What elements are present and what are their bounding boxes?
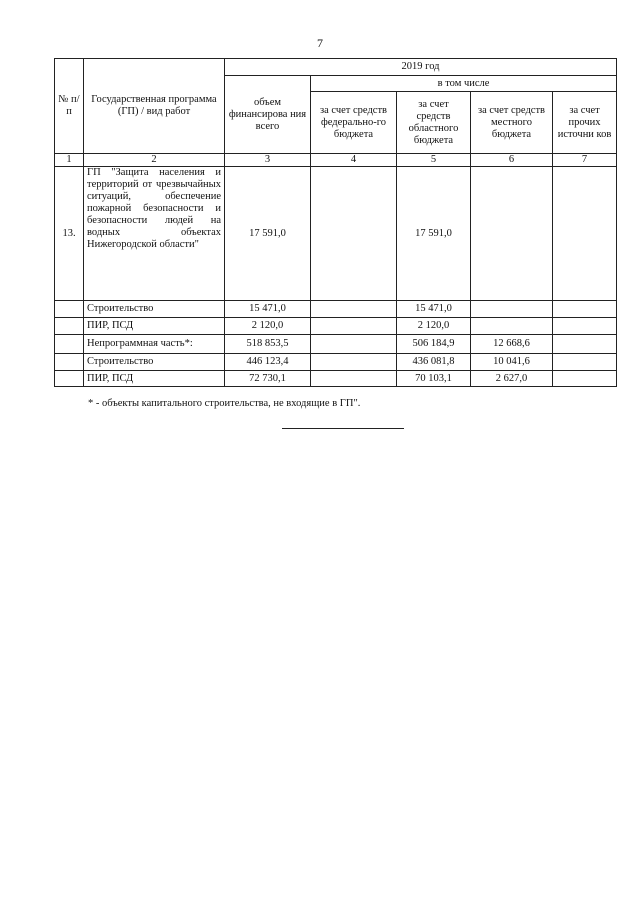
row-regional: 70 103,1 — [397, 371, 471, 387]
header-row-1 — [55, 59, 617, 76]
column-number-row — [55, 154, 617, 167]
financing-table — [54, 58, 617, 387]
table-row — [55, 354, 617, 371]
row-other — [553, 301, 617, 318]
row-regional: 506 184,9 — [397, 335, 471, 354]
row-federal — [311, 301, 397, 318]
row-total: 2 120,0 — [225, 318, 311, 335]
row-federal — [311, 371, 397, 387]
header-regional: за счет средств областного бюджета — [397, 92, 471, 154]
row-total: 17 591,0 — [225, 167, 311, 301]
divider-line — [282, 428, 404, 429]
row-regional: 15 471,0 — [397, 301, 471, 318]
row-total: 446 123,4 — [225, 354, 311, 371]
header-other: за счет прочих источни ков — [553, 92, 617, 154]
row-num — [55, 354, 84, 371]
row-regional: 436 081,8 — [397, 354, 471, 371]
table-row — [55, 371, 617, 387]
row-local: 12 668,6 — [471, 335, 553, 354]
row-local — [471, 167, 553, 301]
header-program: Государственная программа (ГП) / вид работ — [84, 59, 225, 154]
row-name: Строительство — [84, 301, 225, 318]
header-total: объем финансирова ния всего — [225, 76, 311, 154]
row-num — [55, 318, 84, 335]
row-federal — [311, 354, 397, 371]
row-federal — [311, 318, 397, 335]
row-num: 13. — [55, 167, 84, 301]
col-number: 7 — [553, 154, 617, 167]
row-other — [553, 318, 617, 335]
row-num — [55, 371, 84, 387]
table-row — [55, 301, 617, 318]
page-number: 7 — [317, 36, 323, 50]
row-num — [55, 301, 84, 318]
row-name: Непрограммная часть*: — [84, 335, 225, 354]
row-other — [553, 335, 617, 354]
row-name: ГП "Защита населения и территорий от чрезвычайных ситуаций, обеспечение пожарной безопасности и безопасности людей на водных объектах Нижегородской области" — [84, 167, 225, 301]
header-year: 2019 год — [225, 59, 617, 76]
table-row — [55, 167, 617, 301]
row-local: 10 041,6 — [471, 354, 553, 371]
row-other — [553, 354, 617, 371]
table-row — [55, 318, 617, 335]
row-name: ПИР, ПСД — [84, 371, 225, 387]
row-num — [55, 335, 84, 354]
row-total: 15 471,0 — [225, 301, 311, 318]
row-federal — [311, 335, 397, 354]
col-number: 3 — [225, 154, 311, 167]
row-regional: 2 120,0 — [397, 318, 471, 335]
table-row — [55, 335, 617, 354]
row-total: 72 730,1 — [225, 371, 311, 387]
row-local: 2 627,0 — [471, 371, 553, 387]
col-number: 6 — [471, 154, 553, 167]
footnote: * - объекты капитального строительства, не входящие в ГП". — [88, 398, 361, 409]
row-name: Строительство — [84, 354, 225, 371]
row-name: ПИР, ПСД — [84, 318, 225, 335]
row-regional: 17 591,0 — [397, 167, 471, 301]
header-num: № п/п — [55, 59, 84, 154]
header-federal: за счет средств федерально-го бюджета — [311, 92, 397, 154]
header-including: в том числе — [311, 76, 617, 92]
row-local — [471, 301, 553, 318]
header-local: за счет средств местного бюджета — [471, 92, 553, 154]
row-other — [553, 167, 617, 301]
col-number: 1 — [55, 154, 84, 167]
row-other — [553, 371, 617, 387]
row-local — [471, 318, 553, 335]
col-number: 4 — [311, 154, 397, 167]
col-number: 5 — [397, 154, 471, 167]
row-federal — [311, 167, 397, 301]
row-total: 518 853,5 — [225, 335, 311, 354]
col-number: 2 — [84, 154, 225, 167]
